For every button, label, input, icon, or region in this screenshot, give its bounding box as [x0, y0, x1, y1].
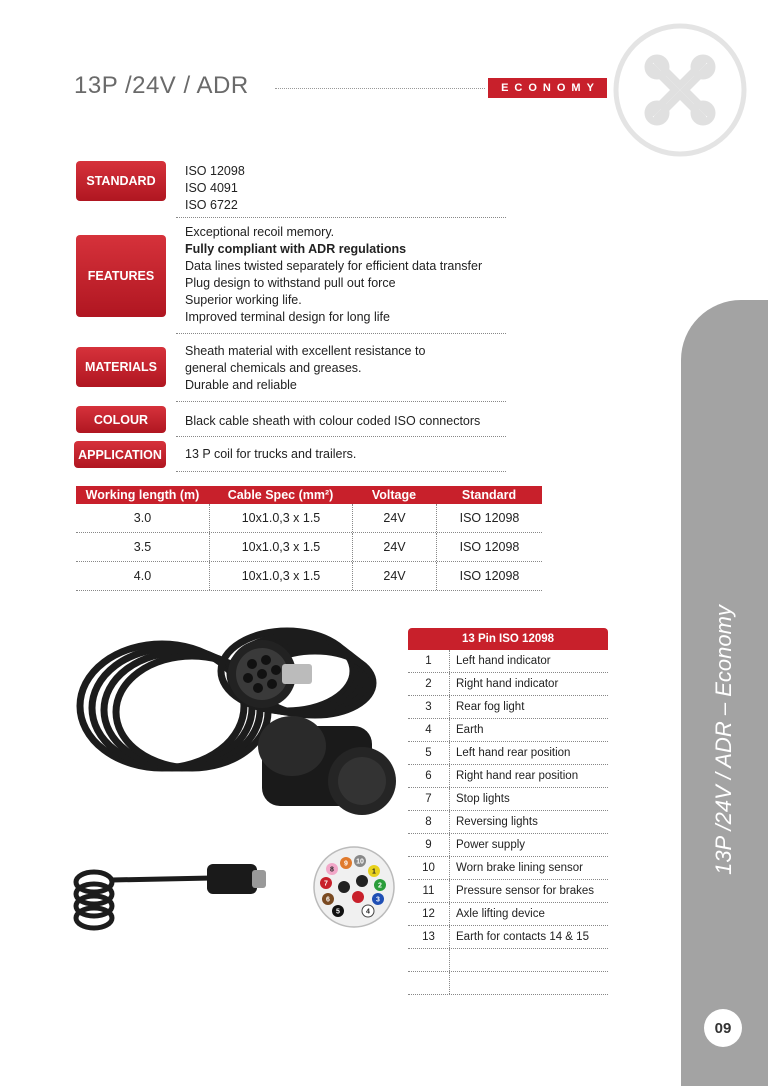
feature-line: Superior working life. [185, 293, 302, 307]
feature-line: Data lines twisted separately for efficient data transfer [185, 259, 483, 273]
pin-description: Rear fog light [456, 701, 525, 713]
pin-label: 9 [344, 860, 348, 868]
standard-line: ISO 6722 [185, 198, 238, 212]
standard-label: STANDARD [76, 161, 166, 201]
material-line: Durable and reliable [185, 378, 297, 392]
pin-description: Earth [456, 724, 484, 736]
table-row [408, 903, 608, 926]
application-label: APPLICATION [74, 441, 166, 468]
table-row [408, 650, 608, 673]
pin-description: Worn brake lining sensor [456, 862, 583, 874]
pin-label: 5 [336, 908, 340, 916]
spec-header-cell: Standard [461, 488, 517, 502]
spec-table [76, 486, 542, 591]
pin-number: 7 [408, 788, 450, 810]
pin-description [450, 949, 608, 971]
pin-number: 1 [408, 650, 450, 672]
pin-label: 6 [326, 896, 330, 904]
table-row [408, 880, 608, 903]
divider [176, 471, 506, 472]
feature-line: Improved terminal design for long life [185, 310, 390, 324]
pin-description: Stop lights [456, 793, 510, 805]
material-line: Sheath material with excellent resistance to [185, 344, 426, 358]
table-row [408, 788, 608, 811]
small-cable-image [72, 852, 272, 932]
pin-number: 6 [408, 765, 450, 787]
pin-layout-diagram-icon [312, 845, 396, 929]
pin-table [408, 628, 608, 995]
pin-label: 2 [378, 882, 382, 890]
table-row [408, 811, 608, 834]
table-cell: 24V [352, 504, 436, 532]
pin-label: 1 [372, 868, 376, 876]
table-row [408, 719, 608, 742]
table-row [408, 765, 608, 788]
pin-number: 4 [408, 719, 450, 741]
table-row [408, 696, 608, 719]
pin-description: Left hand indicator [456, 655, 551, 667]
pin-label: 7 [324, 880, 328, 888]
pin-description: Right hand rear position [456, 770, 579, 782]
pin-number: 13 [408, 926, 450, 948]
table-row [408, 926, 608, 949]
colour-label: COLOUR [76, 406, 166, 433]
coiled-cable-image [72, 616, 402, 828]
standard-text [185, 163, 505, 214]
divider [176, 436, 506, 437]
pin-number: 3 [408, 696, 450, 718]
pin-number: 5 [408, 742, 450, 764]
materials-label: MATERIALS [76, 347, 166, 387]
colour-text [185, 413, 505, 430]
feature-line: Plug design to withstand pull out force [185, 276, 396, 290]
pin-number: 11 [408, 880, 450, 902]
divider [176, 401, 506, 402]
spec-table-header [76, 486, 542, 504]
spec-header-cell: Voltage [371, 488, 417, 502]
table-row [408, 673, 608, 696]
pin-description: Reversing lights [456, 816, 538, 828]
pin-description: Left hand rear position [456, 747, 571, 759]
feature-line: Fully compliant with ADR regulations [185, 242, 407, 256]
table-cell: 3.0 [133, 511, 152, 525]
pin-description: Pressure sensor for brakes [456, 885, 595, 897]
pin-number: 8 [408, 811, 450, 833]
page-title: 13P /24V / ADR [74, 72, 249, 99]
table-row [76, 504, 542, 533]
page-number: 09 [704, 1009, 742, 1047]
material-line: general chemicals and greases. [185, 361, 362, 375]
pin-description [450, 972, 608, 994]
standard-line: ISO 4091 [185, 181, 238, 195]
table-cell: 10x1.0,3 x 1.5 [209, 533, 352, 561]
table-cell: ISO 12098 [436, 533, 542, 561]
pin-table-title: 13 Pin ISO 12098 [408, 628, 608, 650]
pin-label: 8 [330, 866, 334, 874]
economy-badge: ECONOMY [488, 78, 607, 98]
standard-line: ISO 12098 [185, 164, 245, 178]
features-text [185, 224, 505, 326]
table-cell: ISO 12098 [436, 562, 542, 590]
pin-label: 10 [356, 858, 364, 866]
spec-header-cell: Cable Spec (mm²) [227, 488, 334, 502]
pin-description: Earth for contacts 14 & 15 [456, 931, 589, 943]
table-cell: 24V [352, 562, 436, 590]
spec-header-cell: Working length (m) [85, 488, 200, 502]
colour-line: Black cable sheath with colour coded ISO connectors [185, 414, 481, 428]
table-cell: 3.5 [133, 540, 152, 554]
materials-text [185, 343, 505, 394]
pin-number [408, 949, 450, 971]
pin-number [408, 972, 450, 994]
pin-label: 4 [366, 908, 370, 916]
feature-line: Exceptional recoil memory. [185, 225, 335, 239]
pin-label: 3 [376, 896, 380, 904]
table-cell: ISO 12098 [436, 504, 542, 532]
application-text [185, 446, 505, 463]
table-row [76, 562, 542, 591]
table-cell: 4.0 [133, 569, 152, 583]
pin-number: 9 [408, 834, 450, 856]
features-label: FEATURES [76, 235, 166, 317]
pin-number: 2 [408, 673, 450, 695]
table-row [408, 834, 608, 857]
brand-logo-icon [612, 22, 748, 158]
side-tab-label: 13P /24V / ADR – Economy [711, 605, 736, 875]
title-divider [275, 88, 485, 89]
table-row [408, 949, 608, 972]
table-row [408, 742, 608, 765]
pin-description: Axle lifting device [456, 908, 545, 920]
pin-number: 12 [408, 903, 450, 925]
table-row [76, 533, 542, 562]
table-cell: 24V [352, 533, 436, 561]
table-cell: 10x1.0,3 x 1.5 [209, 504, 352, 532]
application-line: 13 P coil for trucks and trailers. [185, 447, 357, 461]
divider [176, 217, 506, 218]
table-row [408, 857, 608, 880]
pin-description: Power supply [456, 839, 526, 851]
table-row [408, 972, 608, 995]
table-cell: 10x1.0,3 x 1.5 [209, 562, 352, 590]
pin-number: 10 [408, 857, 450, 879]
divider [176, 333, 506, 334]
pin-description: Right hand indicator [456, 678, 559, 690]
